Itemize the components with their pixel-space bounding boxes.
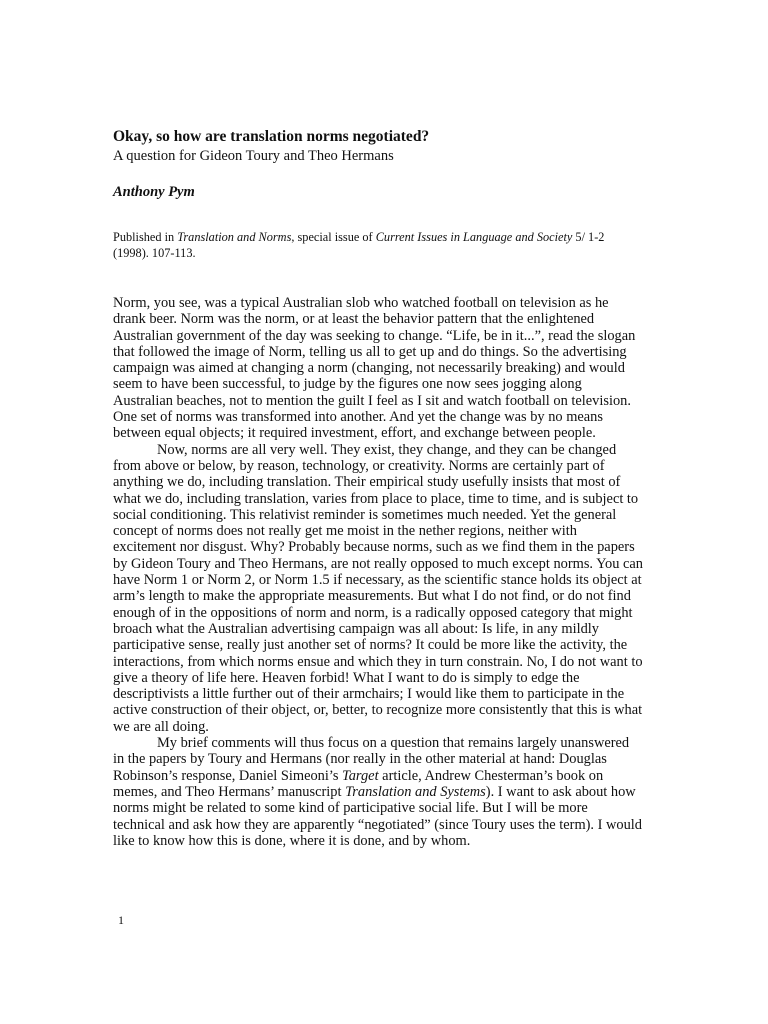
translation-and-systems-italic: Translation and Systems — [345, 783, 486, 800]
target-journal-italic: Target — [342, 767, 379, 784]
publication-prefix: Published in — [113, 230, 178, 244]
publication-suffix: 5/ 1-2 (1998). 107-113. — [113, 230, 605, 260]
document-page — [113, 128, 643, 849]
paper-title: Okay, so how are translation norms negotiated? — [113, 128, 430, 145]
publication-journal: Current Issues in Language and Society — [375, 230, 573, 244]
paragraph-3-part-1: My brief comments will thus focus on a question that remains largely unanswered in the papers by Toury and Hermans (nor really in the other material at hand: Douglas Robinson’s response, Daniel Simeoni’s — [113, 735, 630, 784]
author-name: Anthony Pym — [113, 184, 195, 200]
paragraph-3 — [113, 735, 643, 849]
paragraph-3-part-3: ). I want to ask about how norms might be related to some kind of participative social life. But I will be more technical and ask how they are apparently “negotiated” (since Toury uses the term). I would like to know how this is done, where it is done, and by whom. — [113, 783, 642, 849]
publication-middle: , special issue of — [291, 230, 376, 244]
paper-subtitle: A question for Gideon Toury and Theo Hermans — [113, 148, 394, 164]
publication-volume-title: Translation and Norms — [177, 230, 292, 244]
paragraph-2: Now, norms are all very well. They exist, they change, and they can be changed from above or below, by reason, technology, or creativity. Norms are certainly part of anything we do, including translation. Their empirical study usefully insists that most of what we do, including translation, varies from place to place, time to time, and is subject to social conditioning. This relativist reminder is sometimes much needed. Yet the general concept of norms does not really get me moist in the nether regions, neither with excitement nor disgust. Why? Probably because norms, such as we find them in the papers by Gideon Toury and Theo Hermans, are not really opposed to much except norms. You can have Norm 1 or Norm 2, or Norm 1.5 if necessary, as the scientific stance holds its object at arm’s length to make the appropriate measurements. But what I do not find, or do not find enough of in the oppositions of norm and norm, is a radically opposed category that might broach what the Australian advertising campaign was all about: Is life, in any mildly participative sense, really just another set of norms? It could be more like the activity, the interactions, from which norms ensue and which they in turn constrain. No, I do not want to give a theory of life here. Heaven forbid! What I want to do is simply to edge the descriptivists a little further out of their armchairs; I would like them to participate in the active construction of their object, or, better, to recognize more consistently that this is what we are all doing. — [113, 441, 643, 735]
paragraph-3-part-2: article, Andrew Chesterman’s book on memes, and Theo Hermans’ manuscript — [113, 767, 604, 800]
body-text — [113, 295, 643, 849]
page-number: 1 — [118, 913, 124, 927]
publication-info — [113, 230, 643, 261]
paragraph-1: Norm, you see, was a typical Australian slob who watched football on television as he drank beer. Norm was the norm, or at least the behavior pattern that the enlightened Australian government of the day was seeking to change. “Life, be in it...”, read the slogan that followed the image of Norm, telling us all to get up and do things. So the advertising campaign was aimed at changing a norm (changing, not necessarily breaking) and would seem to have been successful, to judge by the figures one now sees jogging along Australian beaches, not to mention the guilt I feel as I sit and watch football on television. One set of norms was transformed into another. And yet the change was by no means between equal objects; it required investment, effort, and exchange between people. — [113, 295, 636, 442]
